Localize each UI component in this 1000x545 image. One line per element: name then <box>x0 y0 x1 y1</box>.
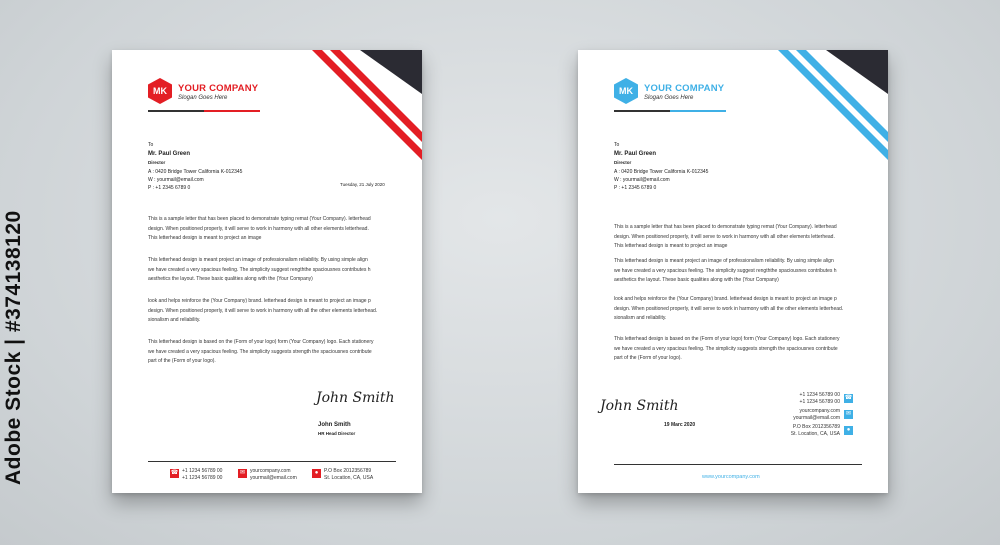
phone-icon: ☎ <box>170 470 179 476</box>
location-icon: ● <box>312 469 321 478</box>
header-underline <box>614 110 726 112</box>
company-slogan: Slogan Goes Here <box>178 95 228 101</box>
signature: John Smith <box>316 390 395 406</box>
company-name: YOUR COMPANY <box>644 83 725 94</box>
phone-icon: ☎ <box>844 395 853 401</box>
logo-initials: MK <box>619 86 633 96</box>
recipient-name: Mr. Paul Green <box>614 151 657 157</box>
stock-id-label: Adobe Stock | #374138120 <box>2 210 25 485</box>
body-paragraph-1: This is a sample letter that has been placed to demonstrate typing remat (Your Company). letterhead design. When positioned properly, it will serve to work in harmony with all other elements letterhead. This letterhead design is meant to project an image <box>614 224 837 249</box>
company-logo <box>614 78 638 104</box>
contact-phone: +1 1234 56789 00 +1 1234 56789 00 <box>799 392 840 405</box>
signer-name: John Smith <box>318 422 351 428</box>
location-icon: ● <box>844 426 853 435</box>
footer-divider <box>614 464 862 465</box>
body-paragraph-4: This letterhead design is based on the (Form of your logo) form (Your Company) logo. Each stationery we have created a very spacious feeling. The simplicity suggests strength the spaciousnes contribute part of the (Form of your logo). <box>614 336 840 361</box>
recipient-title: Director <box>614 160 632 165</box>
company-logo <box>148 78 172 104</box>
signer-title: HR Head Director <box>318 431 356 436</box>
body-paragraph-2: This letterhead design is meant project an image of professionalism reliability. By using simple align we have created a very spacious feeling. The simplicity suggest rengththe spaciousnes contributes h aesthetics the layout. These basic qualities along with the (Your Company) <box>148 257 371 282</box>
recipient-web: W : yourmail@email.com <box>148 177 204 183</box>
footer-phone: +1 1234 56789 00 +1 1234 56789 00 <box>182 468 223 481</box>
letterhead-blue <box>578 50 888 493</box>
company-name: YOUR COMPANY <box>178 83 259 94</box>
company-slogan: Slogan Goes Here <box>644 95 694 101</box>
body-paragraph-1: This is a sample letter that has been placed to demonstrate typing remat (Your Company). letterhead design. When positioned properly, it will serve to work in harmony with all other elements letterhead. This letterhead design is meant to project an image <box>148 216 371 241</box>
letter-date: Tuesday, 21 July 2020 <box>340 182 385 187</box>
signature: John Smith <box>600 398 679 414</box>
recipient-name: Mr. Paul Green <box>148 151 191 157</box>
corner-stripes-blue <box>768 50 888 170</box>
website-link[interactable]: www.yourcompany.com <box>702 474 760 480</box>
recipient-address: A : 0420 Bridge Tower California K-012345 <box>148 169 243 175</box>
to-label: To <box>148 142 154 148</box>
header-underline <box>148 110 260 112</box>
body-paragraph-3: look and helps reinforce the (Your Company) brand. letterhead design is meant to project an image p design. When positioned properly, it will serve to work in harmony with all the other elements letterhead. sionalism and reliability. <box>148 298 378 323</box>
recipient-phone: P : +1 2345 6789 0 <box>614 185 657 191</box>
footer-email: yourcompany.com yourmail@email.com <box>250 468 297 481</box>
body-paragraph-4: This letterhead design is based on the (Form of your logo) form (Your Company) logo. Each stationery we have created a very spacious feeling. The simplicity suggests strength the spaciousnes contribute part of the (Form of your logo). <box>148 339 374 364</box>
body-paragraph-2: This letterhead design is meant project an image of professionalism reliability. By using simple align we have created a very spacious feeling. The simplicity suggest rengththe spaciousnes contributes h aesthetics the layout. These basic qualities along with the (Your Company) <box>614 258 837 283</box>
recipient-address: A : 0420 Bridge Tower California K-012345 <box>614 169 709 175</box>
footer-address: P.O Box 2012356789 St. Location, CA, USA <box>324 468 374 481</box>
contact-email: yourcompany.com yourmail@email.com <box>793 408 840 421</box>
footer-divider <box>148 461 396 462</box>
logo-initials: MK <box>153 86 167 96</box>
recipient-phone: P : +1 2345 6789 0 <box>148 185 191 191</box>
recipient-web: W : yourmail@email.com <box>614 177 670 183</box>
sign-date: 19 Marc 2020 <box>664 422 696 428</box>
recipient-title: Director <box>148 160 166 165</box>
contact-address: P.O Box 2012356789 St. Location, CA, USA <box>790 424 840 437</box>
corner-stripes-red <box>302 50 422 170</box>
body-paragraph-3: look and helps reinforce the (Your Company) brand. letterhead design is meant to project an image p design. When positioned properly, it will serve to work in harmony with all the other elements letterhead. sionalism and reliability. <box>614 296 844 321</box>
email-icon: ✉ <box>239 470 246 476</box>
letterhead-red <box>112 50 422 493</box>
email-icon: ✉ <box>845 411 852 417</box>
to-label: To <box>614 142 620 148</box>
